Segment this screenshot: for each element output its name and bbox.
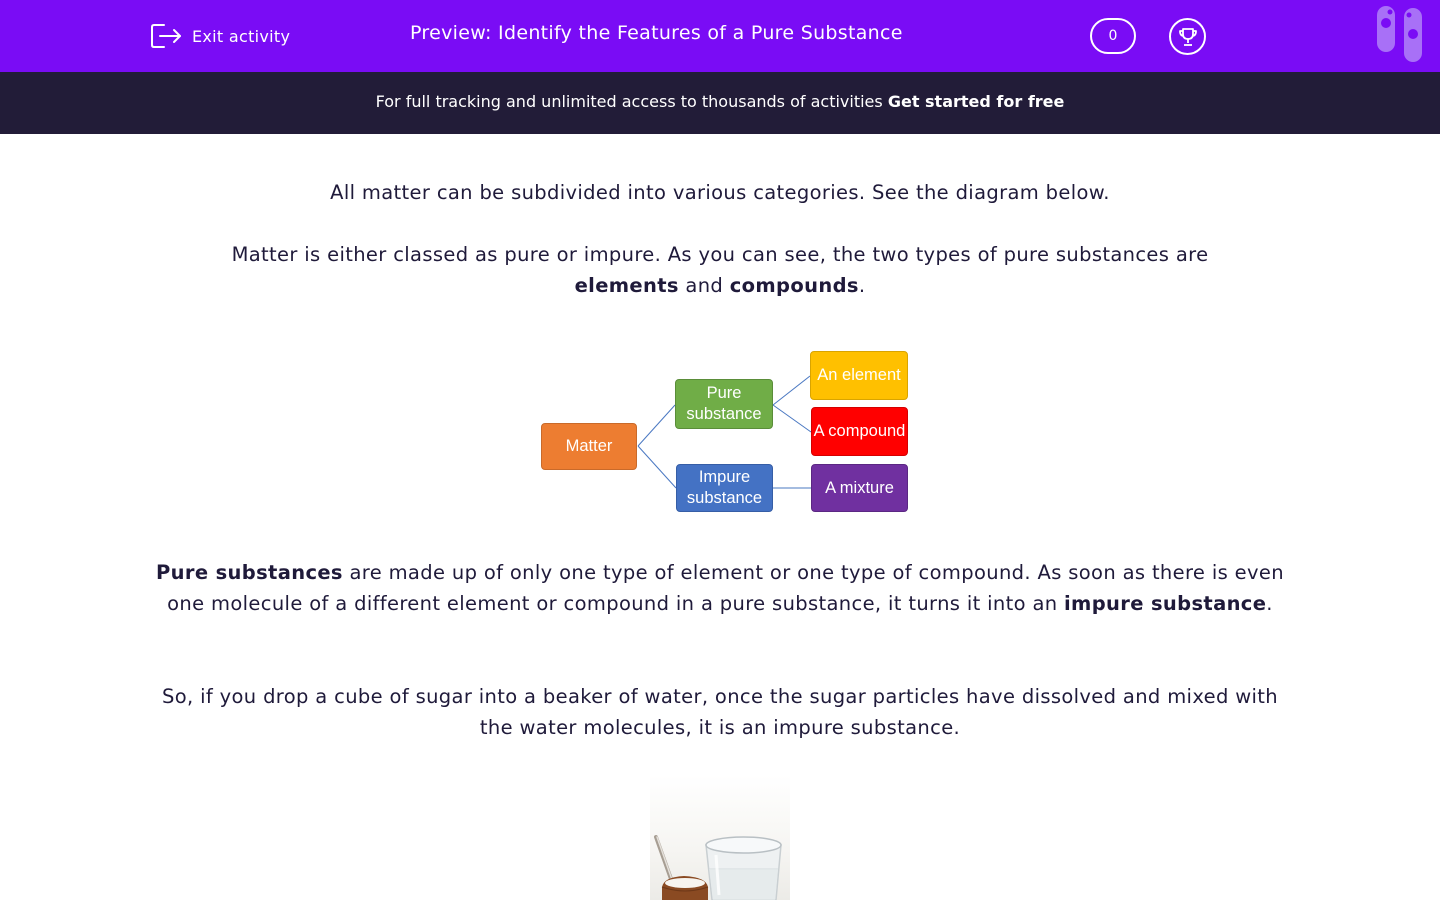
diagram-node-matter: Matter [541,423,637,470]
test-tubes-logo-icon [1376,6,1424,64]
diagram-node-mixture: A mixture [811,464,908,512]
sugar-example-paragraph: So, if you drop a cube of sugar into a beaker of water, once the sugar particles have dissolved and mixed with the water molecules, it is an impure substance. [162,685,1278,739]
diagram-node-impure-substance: Impure substance [676,464,773,512]
get-started-link[interactable]: Get started for free [887,92,1065,111]
pure-substances-term: Pure substances [156,561,343,584]
trophy-button[interactable] [1169,18,1206,55]
diagram-node-element: An element [810,351,908,400]
page-title: Preview: Identify the Features of a Pure Substance [410,22,903,44]
intro-paragraph: All matter can be subdivided into various categories. See the diagram below. [330,181,1110,204]
sugar-and-water-photo [650,775,790,900]
matter-classification-diagram [540,350,910,514]
sugar-water-illustration [650,775,790,900]
diagram-node-pure-substance: Pure substance [675,379,773,429]
score-badge: 0 [1090,18,1136,54]
diagram-node-compound: A compound [811,407,908,456]
pure-impure-paragraph: Matter is either classed as pure or impure. As you can see, the two types of pure substances are elements and compounds. [231,243,1209,297]
exit-activity-button[interactable] [150,20,290,52]
exit-icon [150,22,182,50]
banner-text: For full tracking and unlimited access to thousands of activities [375,92,888,111]
pure-substances-paragraph: Pure substances are made up of only one type of element or one type of compound. As soon as there is even one molecule of a different element or compound in a pure substance, it turns it into an impure substance. [156,561,1284,615]
impure-substance-term: impure substance [1064,592,1267,615]
compounds-term: compounds [729,274,859,297]
access-banner [0,72,1440,134]
trophy-icon [1177,26,1199,48]
top-bar [0,0,1440,72]
exit-activity-label: Exit activity [192,26,291,46]
elements-term: elements [574,274,679,297]
